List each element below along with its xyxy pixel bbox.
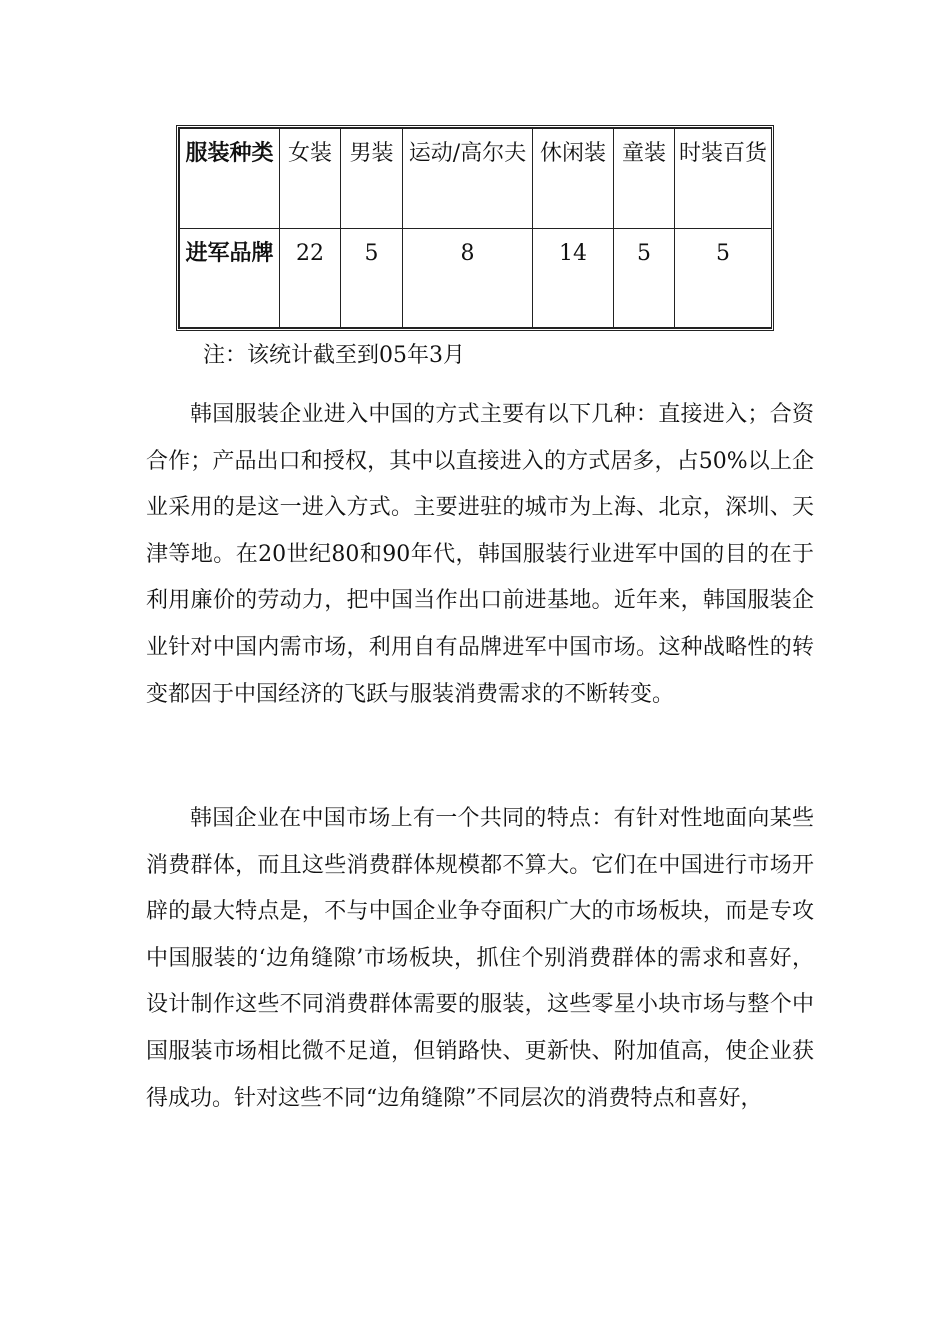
column-children: 童装 [614,129,675,229]
value-men: 5 [341,228,403,328]
column-women: 女装 [280,129,341,229]
paragraph-entry-methods: 韩国服装企业进入中国的方式主要有以下几种：直接进入；合资合作；产品出口和授权，其中以直接进入的方式居多，占50%以上企业采用的是这一进入方式。主要进驻的城市为上海、北京，深圳、天津等地。在20世纪80和90年代，韩国服装行业进军中国的目的在于利用廉价的劳动力，把中国当作出口前进基地。近年来，韩国服装企业针对中国内需市场，利用自有品牌进军中国市场。这种战略性的转变都因于中国经济的飞跃与服装消费需求的不断转变。 [146,402,814,707]
column-casual: 休闲装 [533,129,614,229]
value-women: 22 [280,228,341,328]
value-children: 5 [614,228,675,328]
column-sports-golf: 运动/高尔夫 [403,129,533,229]
brand-statistics-table [176,125,774,331]
column-men: 男装 [341,129,403,229]
row-header-brands: 进军品牌 [180,228,280,328]
table-row [180,129,772,229]
table-row [180,228,772,328]
value-fashion-department: 5 [675,228,772,328]
row-header-clothing-type: 服装种类 [180,129,280,229]
paragraph-market-features: 韩国企业在中国市场上有一个共同的特点：有针对性地面向某些消费群体，而且这些消费群体规模都不算大。它们在中国进行市场开辟的最大特点是，不与中国企业争夺面积广大的市场板块，而是专攻中国服装的‘边角缝隙’市场板块，抓住个别消费群体的需求和喜好，设计制作这些不同消费群体需要的服装，这些零星小块市场与整个中国服装市场相比微不足道，但销路快、更新快、附加值高，使企业获得成功。针对这些不同“边角缝隙”不同层次的消费特点和喜好， [146,806,814,1111]
value-sports-golf: 8 [403,228,533,328]
table-note: 注：该统计截至到05年3月 [203,343,465,368]
column-fashion-department: 时装百货 [675,129,772,229]
value-casual: 14 [533,228,614,328]
